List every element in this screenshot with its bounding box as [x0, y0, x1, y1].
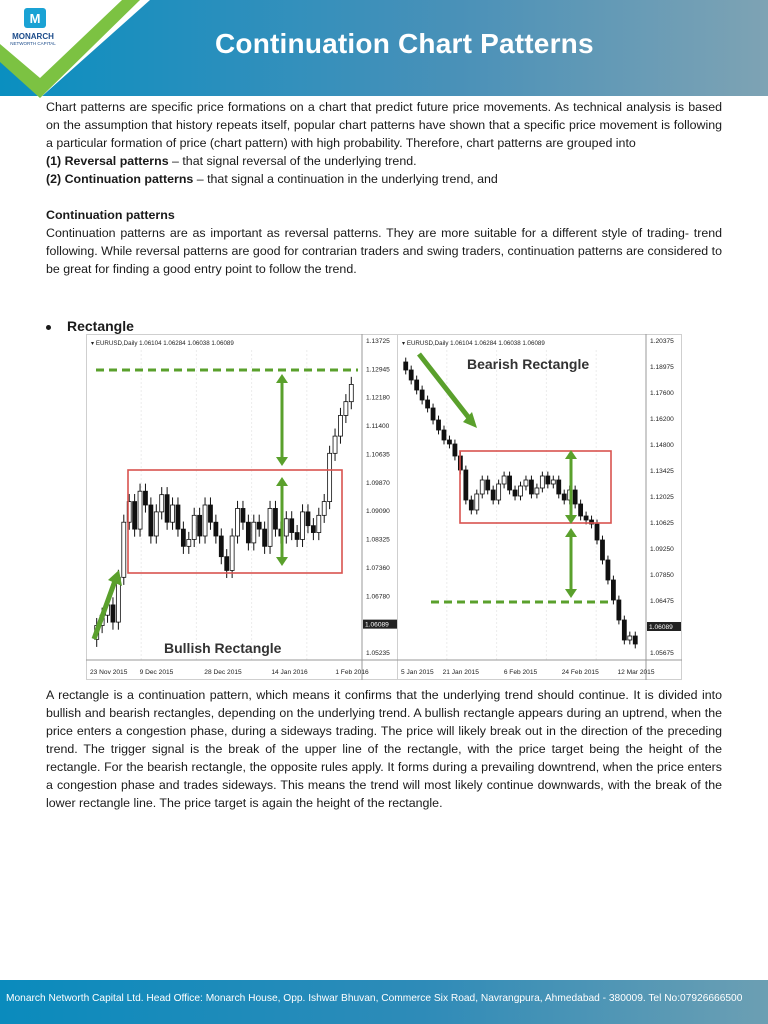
candle [268, 508, 272, 546]
y-tick-label: 1.07850 [650, 572, 674, 579]
candle [464, 470, 468, 500]
candle [502, 476, 506, 484]
intro-section [46, 98, 722, 278]
x-tick-label: 12 Mar 2015 [617, 669, 655, 676]
candle [420, 390, 424, 400]
candle [557, 480, 561, 494]
page-footer [0, 980, 768, 1024]
candle [171, 505, 175, 522]
candle [447, 440, 451, 444]
candle [606, 560, 610, 580]
y-tick-label: 1.05675 [650, 650, 674, 657]
chart-header: ▾ EURUSD,Daily 1.06104 1.06284 1.06038 1.06089 [402, 340, 545, 347]
chart-frame [398, 335, 682, 680]
bullish-rectangle-chart [86, 334, 400, 680]
candle [290, 519, 294, 533]
candle [540, 476, 544, 488]
candle [426, 400, 430, 408]
candle [453, 444, 457, 456]
candle [306, 512, 310, 526]
x-tick-label: 24 Feb 2015 [561, 669, 599, 676]
y-tick-label: 1.12025 [650, 494, 674, 501]
candle [165, 495, 169, 523]
candle [409, 370, 413, 380]
candle [273, 508, 277, 529]
candle [230, 536, 234, 570]
candle [219, 536, 223, 557]
current-price-label: 1.06089 [365, 621, 389, 629]
y-tick-label: 1.13425 [650, 468, 674, 475]
candle [475, 494, 479, 510]
candle [628, 636, 632, 640]
y-tick-label: 1.16200 [650, 416, 674, 423]
candle [497, 484, 501, 500]
candle [633, 636, 637, 644]
candle [617, 600, 621, 620]
candle [192, 515, 196, 539]
candle [486, 480, 490, 490]
candle [622, 620, 626, 640]
y-tick-label: 1.06475 [650, 598, 674, 605]
candle [203, 505, 207, 536]
candle [317, 515, 321, 532]
candle [519, 486, 523, 496]
y-tick-label: 1.09090 [366, 508, 390, 516]
reversal-desc: – that signal reversal of the underlying trend. [168, 154, 417, 168]
y-tick-label: 1.11400 [366, 423, 390, 431]
candle [246, 522, 250, 543]
candle [176, 505, 180, 529]
y-tick-label: 1.18975 [650, 364, 674, 371]
x-tick-label: 5 Jan 2015 [401, 669, 434, 676]
candle [111, 605, 115, 622]
candle [138, 491, 142, 529]
candle [301, 512, 305, 540]
candle [160, 495, 164, 512]
logo-letter: M [29, 11, 41, 26]
candle [311, 526, 315, 533]
rectangle-bullet [46, 318, 134, 334]
candle [442, 430, 446, 440]
continuation-item [46, 170, 722, 188]
candle [241, 508, 245, 522]
x-tick-label: 23 Nov 2015 [90, 669, 128, 676]
continuation-label: (2) Continuation patterns [46, 172, 194, 186]
candle [214, 522, 218, 536]
candle [198, 515, 202, 536]
candle [611, 580, 615, 600]
candle [263, 529, 267, 546]
candle [584, 516, 588, 520]
logo-text [2, 32, 64, 47]
candle [333, 436, 337, 453]
continuation-desc: – that signal a continuation in the underlying trend, and [193, 172, 498, 186]
candle [143, 491, 147, 505]
candle [284, 519, 288, 536]
chart-header: ▾ EURUSD,Daily 1.06104 1.06284 1.06038 1.06089 [91, 340, 234, 347]
continuation-heading: Continuation patterns [46, 208, 175, 222]
candle [415, 380, 419, 390]
candle [295, 533, 299, 540]
candle [236, 508, 240, 536]
candle [480, 480, 484, 494]
y-tick-label: 1.20375 [650, 338, 674, 345]
y-tick-label: 1.10635 [366, 451, 390, 459]
candle [338, 415, 342, 436]
intro-paragraph: Chart patterns are specific price formations on a chart that predict future price movements. As technical analysis is based on the assumption that history repeats itself, popular chart patterns have shown that a specific price movement is following a particular formation of price (chart pattern) with high probability. Therefore, chart patterns are grouped into [46, 100, 722, 150]
rectangle-explanation: A rectangle is a continuation pattern, which means it confirms that the underlying trend should continue. It is divided into bullish and bearish rectangles, depending on the underlying trend. A bullish rectangle appears during an uptrend, when the price enters a congestion phase, during a sideways trading. The price will likely break out in the direction of the preceding trend. The trigger signal is the break of the upper line of the rectangle, with the price target being the height of the rectangle. For the bearish rectangle, the opposite rules apply. It forms during a prevailing downtrend, when the price enters a congestion phase and trades sideways. This means the trend will most likely continue downwards, with the break of the lower rectangle line. The price target is again the height of the rectangle. [46, 688, 722, 810]
continuation-paragraph: Continuation patterns are as important as reversal patterns. They are more suitable for a different style of trading- trend following. While reversal patterns are good for contrarian traders and swing traders, continuation patterns are considered to be great for finding a good entry point to follow the trend. [46, 226, 722, 276]
candle [133, 502, 137, 530]
candle [562, 494, 566, 500]
y-tick-label: 1.08325 [366, 536, 390, 544]
x-tick-label: 9 Dec 2015 [139, 669, 174, 676]
candle [573, 490, 577, 504]
candle [513, 490, 517, 496]
candle [508, 476, 512, 490]
candle [208, 505, 212, 522]
candle [404, 362, 408, 370]
reversal-item [46, 152, 722, 170]
candle [595, 524, 599, 540]
candle [257, 522, 261, 529]
y-tick-label: 1.12945 [366, 366, 390, 374]
candle [579, 504, 583, 516]
x-tick-label: 6 Feb 2015 [503, 669, 538, 676]
y-tick-label: 1.14800 [650, 442, 674, 449]
x-tick-label: 28 Dec 2015 [204, 669, 242, 676]
candle [181, 529, 185, 546]
bearish-rectangle-label: Bearish Rectangle [467, 356, 590, 372]
candle [529, 480, 533, 494]
y-tick-label: 1.13725 [366, 338, 390, 345]
logo-subtitle: NETWORTH CAPITAL [10, 41, 56, 46]
candle [546, 476, 550, 484]
bullet-dot-icon [46, 325, 51, 330]
y-tick-label: 1.12180 [366, 394, 390, 402]
candle [122, 522, 126, 577]
y-tick-label: 1.07360 [366, 564, 390, 572]
bullish-rectangle-label: Bullish Rectangle [164, 640, 282, 656]
candle [225, 557, 229, 571]
candle [344, 402, 348, 416]
bearish-rectangle-chart [397, 334, 682, 680]
y-tick-label: 1.17600 [650, 390, 674, 397]
x-tick-label: 21 Jan 2015 [442, 669, 479, 676]
y-tick-label: 1.05235 [366, 650, 390, 657]
x-tick-label: 1 Feb 2016 [335, 669, 369, 676]
rectangle-heading: Rectangle [67, 318, 134, 334]
page-title: Continuation Chart Patterns [215, 28, 594, 59]
candle [524, 480, 528, 486]
candle [535, 488, 539, 494]
candle [252, 522, 256, 543]
y-tick-label: 1.09250 [650, 546, 674, 553]
logo-graphic [0, 0, 150, 100]
candle [187, 539, 191, 546]
current-price-label: 1.06089 [649, 624, 673, 631]
candle [322, 502, 326, 516]
candle [551, 480, 555, 484]
x-tick-label: 14 Jan 2016 [271, 669, 308, 676]
candle [349, 384, 353, 401]
reversal-label: (1) Reversal patterns [46, 154, 169, 168]
candle [469, 500, 473, 510]
candle [491, 490, 495, 500]
company-logo [0, 0, 150, 100]
candle [154, 512, 158, 536]
candle [328, 453, 332, 501]
y-tick-label: 1.10625 [650, 520, 674, 527]
candle [437, 420, 441, 430]
candle [431, 408, 435, 420]
logo-name: MONARCH [12, 32, 54, 41]
footer-address: Monarch Networth Capital Ltd. Head Office: Monarch House, Opp. Ishwar Bhuvan, Commerce Six Road, Navrangpura, Ahmedabad - 380009. Tel No:07926666500 [6, 993, 743, 1004]
y-tick-label: 1.06780 [366, 593, 390, 601]
y-tick-label: 1.09870 [366, 479, 390, 487]
candle [149, 505, 153, 536]
candle [600, 540, 604, 560]
